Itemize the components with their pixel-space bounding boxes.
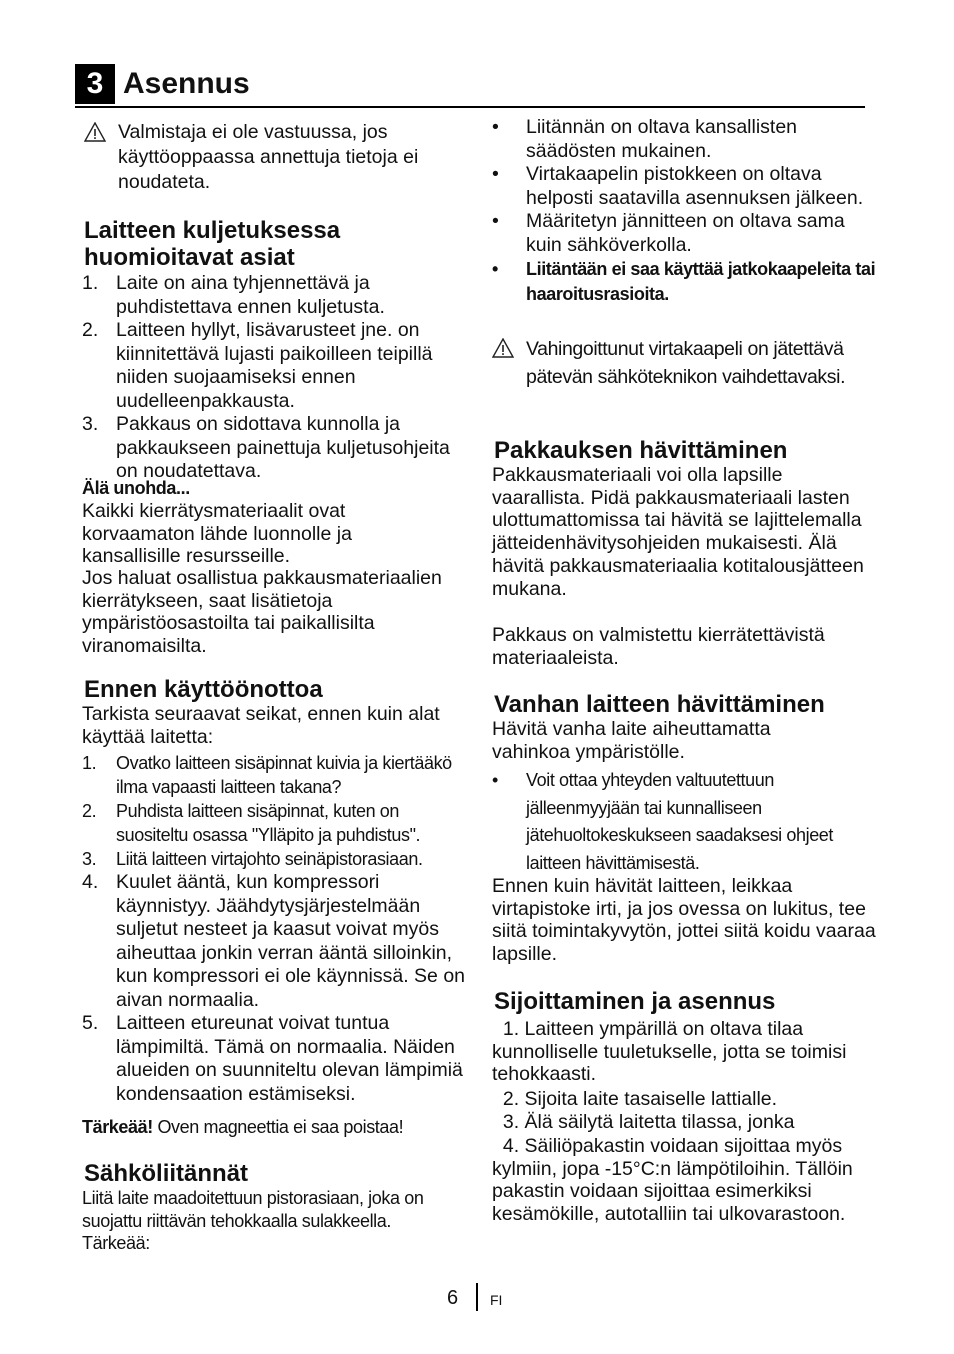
section-number: 3 xyxy=(75,64,115,104)
electrical-heading: Sähköliitännät xyxy=(84,1160,249,1187)
manufacturer-warning-text: Valmistaja ei ole vastuussa, jos käyttöoppaassa annettuja tietoja ei noudateta. xyxy=(118,121,419,193)
placement-step-2: 2. Sijoita laite tasaiselle lattialle. xyxy=(492,1088,778,1110)
transport-list xyxy=(82,272,472,484)
list-item: 3. Pakkaus on sidottava kunnolla ja pakkaukseen painettuja kuljetusohjeita on noudatettava. xyxy=(82,413,450,482)
list-item: 1. Laite on aina tyhjennettävä ja puhdistettava ennen kuljetusta. xyxy=(82,272,385,318)
placement-heading: Sijoittaminen ja asennus xyxy=(494,988,776,1015)
list-item: 2. Laitteen hyllyt, lisävarusteet jne. on kiinnitettävä lujasti paikoilleen teipillä niiden suojaamiseksi ennen uudelleenpakkausta. xyxy=(82,319,433,412)
electrical-text: Liitä laite maadoitettuun pistorasiaan, joka on suojattu riittävän tehokkaalla sulakkeella. Tärkeää: xyxy=(82,1188,424,1254)
remember-label: Älä unohda... xyxy=(82,478,190,498)
before-use-heading: Ennen käyttöönottoa xyxy=(84,676,323,703)
packaging-paragraph: Pakkausmateriaali voi olla lapsille vaarallista. Pidä pakkausmateriaali lasten ulottumattomissa tai hävitä se lajittelemalla jätteidenhävitysohjeiden mukaisesti. Älä hävitä pakkausmateriaalia kotitalousjätteen mukana. xyxy=(492,464,864,600)
list-item: • Liitäntään ei saa käyttää jatkokaapeleita tai haaroitusrasioita. xyxy=(492,259,876,304)
list-item: 2. Puhdista laitteen sisäpinnat, kuten on suositeltu osassa "Ylläpito ja puhdistus". xyxy=(82,801,421,845)
manufacturer-warning xyxy=(84,120,478,195)
right-column xyxy=(492,0,887,1226)
warning-icon xyxy=(492,338,514,358)
recycling-info-paragraph: Jos haluat osallistua pakkausmateriaalien kierrätykseen, saat lisätietoja ympäristöosastoilta tai paikallisilta viranomaisilta. xyxy=(82,567,442,658)
page-number: 6 xyxy=(447,1287,459,1309)
list-item: • Määritetyn jännitteen on oltava sama kuin sähköverkolla. xyxy=(492,210,845,256)
list-item: • Virtakaapelin pistokkeen on oltava helposti saatavilla asennuksen jälkeen. xyxy=(492,163,864,209)
transport-heading: Laitteen kuljetuksessa huomioitavat asiat xyxy=(84,217,341,271)
packaging-heading: Pakkauksen hävittäminen xyxy=(494,437,788,464)
old-device-bullets xyxy=(492,767,867,877)
old-device-heading: Vanhan laitteen hävittäminen xyxy=(494,691,825,718)
list-item: 3. Liitä laitteen virtajohto seinäpistorasiaan. xyxy=(82,849,423,869)
old-device-paragraph: Ennen kuin hävität laitteen, leikkaa virtapistoke irti, ja jos ovessa on lukitus, tee siitä toimintakyvytön, jottei siitä koidu vaaraa lapsille. xyxy=(492,875,876,966)
section-title: Asennus xyxy=(123,67,250,100)
before-use-intro: Tarkista seuraavat seikat, ennen kuin alat käyttää laitetta: xyxy=(82,703,440,748)
recycling-paragraph: Kaikki kierrätysmateriaalit ovat korvaamaton lähde luonnolle ja kansallisille resursseille. xyxy=(82,500,352,568)
footer-divider xyxy=(476,1283,478,1311)
cable-warning-text: Vahingoittunut virtakaapeli on jätettävä pätevän sähköteknikon vaihdettavaksi. xyxy=(526,338,846,388)
old-device-intro: Hävitä vanha laite aiheuttamatta vahinkoa ympäristölle. xyxy=(492,718,771,763)
warning-icon xyxy=(84,122,106,142)
list-item: 5. Laitteen etureunat voivat tuntua lämpimiltä. Tämä on normaalia. Näiden alueiden on suunniteltu olevan lämpimiä kondensaation estämiseksi. xyxy=(82,1012,463,1105)
language-code: FI xyxy=(490,1292,503,1308)
placement-step-1: 1. Laitteen ympärillä on oltava tilaa kunnolliselle tuuletukselle, jotta se toimisi tehokkaasti. xyxy=(492,1018,852,1086)
cable-warning xyxy=(492,336,866,391)
packaging-recyclable-paragraph: Pakkaus on valmistettu kierrätettävistä materiaaleista. xyxy=(492,624,825,669)
important-note: Tärkeää! Oven magneettia ei saa poistaa! xyxy=(82,1117,404,1137)
placement-step-3: 3. Älä säilytä laitetta tilassa, jonka xyxy=(492,1111,795,1133)
list-item: • Voit ottaa yhteyden valtuutettuun jälleenmyyjään tai kunnalliseen jätehuoltokeskukseen saadaksesi ohjeet laitteen hävittämisestä. xyxy=(492,770,834,873)
electrical-bullets xyxy=(492,116,882,307)
list-item: 4. Kuulet ääntä, kun kompressori käynnistyy. Jäähdytysjärjestelmään suljetut nesteet ja kaasut voivat myös aiheuttaa jonkin verran ääntä silloinkin, kun kompressori ei ole käynnissä. Se on aivan normaalia. xyxy=(82,871,466,1011)
list-item: 1. Ovatko laitteen sisäpinnat kuivia ja kiertääkö ilma vapaasti laitteen takana? xyxy=(82,753,452,797)
placement-step-4: 4. Säiliöpakastin voidaan sijoittaa myös kylmiin, jopa -15°C:n lämpötiloihin. Tällöin pakastin voidaan sijoittaa esimerkiksi kesämökille, autotalliin tai ulkovarastoon. xyxy=(492,1135,859,1226)
list-item: • Liitännän on oltava kansallisten säädösten mukainen. xyxy=(492,116,798,162)
before-use-list xyxy=(82,751,472,1106)
